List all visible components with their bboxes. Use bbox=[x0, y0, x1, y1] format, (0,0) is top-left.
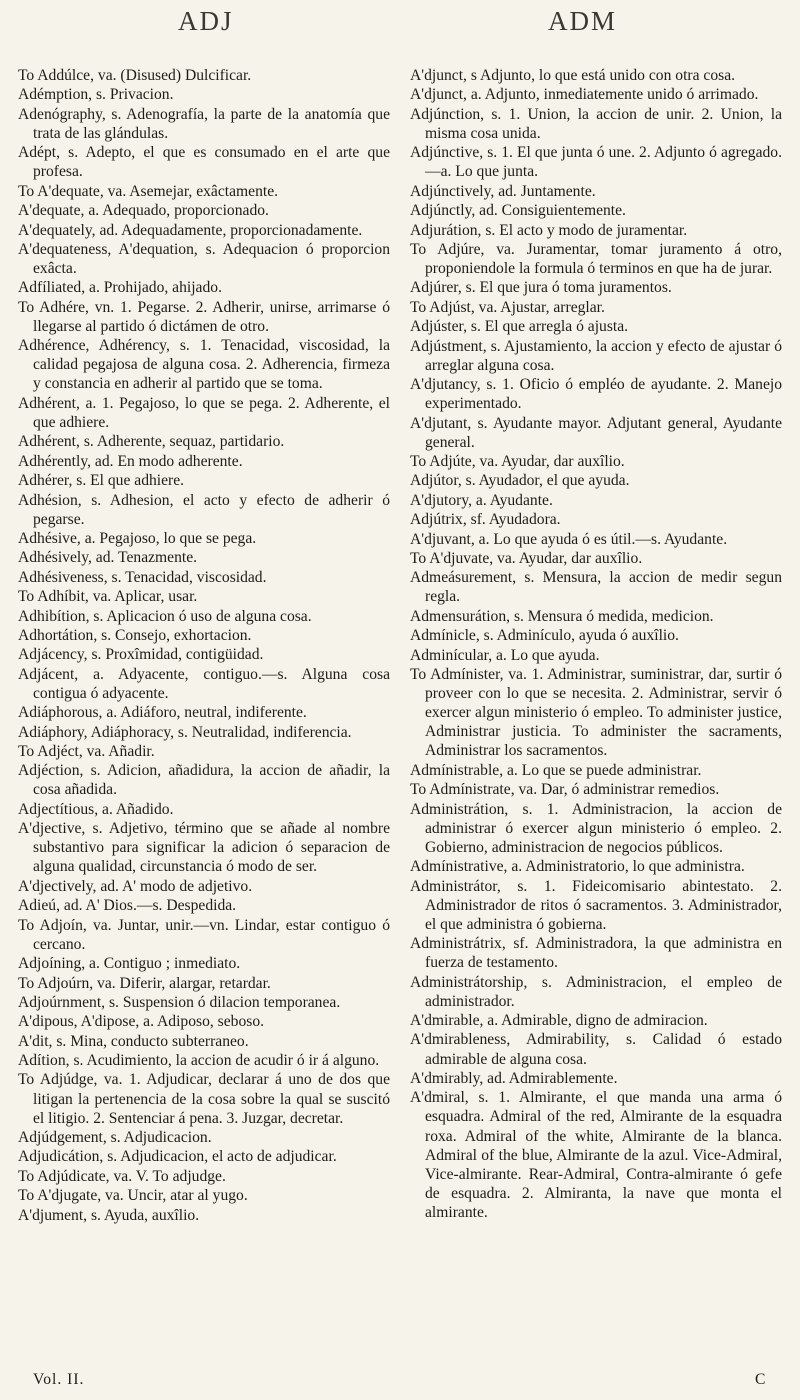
dictionary-entry: To Adhére, vn. 1. Pegarse. 2. Adherir, unirse, arrimarse ó llegarse al partido ó dictámen de otro. bbox=[18, 298, 390, 335]
dictionary-entry: Adjúdgement, s. Adjudicacion. bbox=[18, 1129, 212, 1147]
right-column bbox=[410, 66, 782, 1222]
dictionary-entry: Adieú, ad. A' Dios.—s. Despedida. bbox=[18, 897, 237, 915]
dictionary-entry: To Adjúte, va. Ayudar, dar auxîlio. bbox=[410, 453, 625, 471]
dictionary-entry: Adjúrer, s. El que jura ó toma juramentos. bbox=[410, 279, 672, 297]
dictionary-entry: Adhortátion, s. Consejo, exhortacion. bbox=[18, 626, 252, 644]
dictionary-entry: Administrátrix, sf. Administradora, la que administra en fuerza de testamento. bbox=[410, 935, 782, 972]
dictionary-entry: Admínistrable, a. Lo que se puede administrar. bbox=[410, 761, 702, 779]
dictionary-entry: Adjudicátion, s. Adjudicacion, el acto de adjudicar. bbox=[18, 1148, 337, 1166]
dictionary-entry: Adjútor, s. Ayudador, el que ayuda. bbox=[410, 472, 630, 490]
dictionary-entry: To Adjúst, va. Ajustar, arreglar. bbox=[410, 298, 605, 316]
dictionary-entry: Adjácent, a. Adyacente, contiguo.—s. Alguna cosa contigua ó adyacente. bbox=[18, 665, 390, 702]
dictionary-entry: A'dmirable, a. Admirable, digno de admiracion. bbox=[410, 1012, 708, 1030]
dictionary-entry: A'djument, s. Ayuda, auxîlio. bbox=[18, 1206, 200, 1224]
dictionary-entry: A'djectively, ad. A' modo de adjetivo. bbox=[18, 877, 253, 895]
dictionary-entry: Adjácency, s. Proxîmidad, contigüidad. bbox=[18, 646, 264, 664]
dictionary-entry: Adjúnction, s. 1. Union, la accion de unir. 2. Union, la misma cosa unida. bbox=[410, 105, 782, 142]
dictionary-entry: To Adjéct, va. Añadir. bbox=[18, 743, 155, 760]
dictionary-entry: To A'djugate, va. Uncir, atar al yugo. bbox=[18, 1187, 248, 1205]
dictionary-entry: A'dmirably, ad. Admirablemente. bbox=[410, 1069, 618, 1087]
dictionary-entry: A'dit, s. Mina, conducto subterraneo. bbox=[18, 1032, 249, 1050]
dictionary-entry: Adhésion, s. Adhesion, el acto y efecto de adherir ó pegarse. bbox=[18, 491, 390, 528]
dictionary-entry: A'dequateness, A'dequation, s. Adequacion ó proporcion exâcta. bbox=[18, 240, 390, 278]
dictionary-entry: Admínicle, s. Adminículo, ayuda ó auxîlio. bbox=[410, 627, 679, 645]
dictionary-entry: Adhibítion, s. Aplicacion ó uso de alguna cosa. bbox=[18, 607, 312, 625]
dictionary-entry: Admensurátion, s. Mensura ó medida, medicion. bbox=[410, 607, 714, 625]
running-head-left: ADJ bbox=[178, 6, 234, 36]
dictionary-entry: Adiáphory, Adiáphoracy, s. Neutralidad, indiferencia. bbox=[18, 723, 352, 741]
dictionary-entry: To A'djuvate, va. Ayudar, dar auxîlio. bbox=[410, 549, 643, 567]
dictionary-entry: Adjoúrnment, s. Suspension ó dilacion temporanea. bbox=[18, 993, 341, 1011]
running-head-right: ADM bbox=[548, 6, 618, 36]
dictionary-entry: To Adjúre, va. Juramentar, tomar juramento á otro, proponiendole la formula ó terminos en que ha de jurar. bbox=[410, 240, 782, 278]
dictionary-entry: To Admínister, va. 1. Administrar, suministrar, dar, surtir ó proveer con lo que se necesita. 2. Administrar, servir ó exercer algun ministerio ó empleo. To administer justice, Administrar justicia. To administer the sacraments, Administrar los sacramentos. bbox=[410, 666, 782, 760]
dictionary-entry: To Adjoúrn, va. Diferir, alargar, retardar. bbox=[18, 974, 271, 992]
dictionary-entry: A'djutory, a. Ayudante. bbox=[410, 491, 553, 509]
dictionary-entry: A'dequate, a. Adequado, proporcionado. bbox=[18, 202, 269, 220]
dictionary-entry: A'dipous, A'dipose, a. Adiposo, seboso. bbox=[18, 1013, 265, 1031]
dictionary-entry: Adjectítious, a. Añadido. bbox=[18, 800, 174, 818]
dictionary-entry: A'dequately, ad. Adequadamente, proporcionadamente. bbox=[18, 221, 363, 239]
dictionary-entry: Administrátor, s. 1. Fideicomisario abintestato. 2. Administrador de ritos ó sacramentos. 3. Administrador, el que administra ó gobierna. bbox=[410, 877, 782, 933]
dictionary-entry: Adhésively, ad. Tenazmente. bbox=[18, 549, 198, 567]
dictionary-entry: To Adjúdge, va. 1. Adjudicar, declarar á uno de dos que litigan la pertenencia de la cosa sobre la qual se suscitó el litigio. 2. Sentenciar á pena. 3. Juzgar, decretar. bbox=[18, 1071, 390, 1127]
dictionary-entry: Adjúnctly, ad. Consiguientemente. bbox=[410, 202, 626, 220]
dictionary-entry: A'djunct, a. Adjunto, inmediatemente unido ó arrimado. bbox=[410, 86, 759, 104]
dictionary-entry: Adhérence, Adhérency, s. 1. Tenacidad, viscosidad, la calidad pegajosa de alguna cosa. 2. Adherencia, firmeza y constancia en adherir al partido que se toma. bbox=[18, 337, 390, 393]
dictionary-entry: A'djunct, s Adjunto, lo que está unido con otra cosa. bbox=[410, 67, 736, 84]
dictionary-entry: Adhésiveness, s. Tenacidad, viscosidad. bbox=[18, 568, 267, 586]
dictionary-entry: Adiáphorous, a. Adiáforo, neutral, indiferente. bbox=[18, 704, 307, 722]
dictionary-entry: A'dmiral, s. 1. Almirante, el que manda una arma ó esquadra. Admiral of the red, Almirante de la esquadra roxa. Admiral of the white, Almirante de la blanca. Admiral of the blue, Almirante de la azul. Vice-Admiral, Vice-almirante. Rear-Admiral, Contra-almirante ó gefe de esquadra. 2. Almiranta, la nave que monta el almirante. bbox=[410, 1089, 782, 1221]
dictionary-entry: A'djective, s. Adjetivo, término que se añade al nombre substantivo para significar la adicion ó separacion de alguna qualidad, circunstancia ó modo de ser. bbox=[18, 820, 390, 876]
dictionary-entry: Administrátion, s. 1. Administracion, la accion de administrar ó exercer algun ministerio ó empleo. 2. Gobierno, administracion de negocios públicos. bbox=[410, 800, 782, 856]
dictionary-entry: A'djutancy, s. 1. Oficio ó empléo de ayudante. 2. Manejo experimentado. bbox=[410, 376, 782, 413]
dictionary-entry: Adjúnctively, ad. Juntamente. bbox=[410, 182, 596, 200]
dictionary-entry: Adjútrix, sf. Ayudadora. bbox=[410, 511, 561, 529]
dictionary-entry: To Adjúdicate, va. V. To adjudge. bbox=[18, 1167, 226, 1185]
dictionary-entry: Adémption, s. Privacion. bbox=[18, 86, 174, 104]
dictionary-entry: Adenógraphy, s. Adenografía, la parte de la anatomía que trata de las glándulas. bbox=[18, 105, 390, 142]
dictionary-entry: A'djutant, s. Ayudante mayor. Adjutant general, Ayudante general. bbox=[410, 414, 782, 451]
dictionary-entry: Adhérent, a. 1. Pegajoso, lo que se pega. 2. Adherente, el que adhiere. bbox=[18, 394, 390, 431]
dictionary-entry: To Adhíbit, va. Aplicar, usar. bbox=[18, 588, 198, 606]
dictionary-entry: Adjúnctive, s. 1. El que junta ó une. 2. Adjunto ó agregado.—a. Lo que junta. bbox=[410, 144, 782, 181]
dictionary-entry: Admínistrative, a. Administratorio, lo que administra. bbox=[410, 858, 745, 876]
dictionary-entry: Adjurátion, s. El acto y modo de juramentar. bbox=[410, 221, 688, 239]
dictionary-entry: Adépt, s. Adepto, el que es consumado en el arte que profesa. bbox=[18, 144, 390, 181]
dictionary-entry: Administrátorship, s. Administracion, el empleo de administrador. bbox=[410, 973, 782, 1010]
dictionary-entry: Adhérer, s. El que adhiere. bbox=[18, 472, 185, 490]
dictionary-entry: To Admínistrate, va. Dar, ó administrar remedios. bbox=[410, 781, 720, 799]
dictionary-entry: Adminícular, a. Lo que ayuda. bbox=[410, 646, 600, 664]
dictionary-entry: A'dmirableness, Admirability, s. Calidad ó estado admirable de alguna cosa. bbox=[410, 1031, 782, 1068]
left-column bbox=[18, 66, 390, 1225]
dictionary-entry: Adjéction, s. Adicion, añadidura, la accion de añadir, la cosa añadida. bbox=[18, 762, 390, 799]
dictionary-entry: Adjústment, s. Ajustamiento, la accion y efecto de ajustar ó arreglar alguna cosa. bbox=[410, 337, 782, 374]
dictionary-entry: To A'dequate, va. Asemejar, exâctamente. bbox=[18, 182, 279, 200]
volume-footer: Vol. II. bbox=[33, 1371, 85, 1388]
dictionary-entry: Adjúster, s. El que arregla ó ajusta. bbox=[410, 318, 629, 336]
dictionary-entry: Adfíliated, a. Prohijado, ahijado. bbox=[18, 279, 222, 297]
dictionary-entry: Adhérent, s. Adherente, sequaz, partidario. bbox=[18, 433, 285, 451]
dictionary-entry: Adhésive, a. Pegajoso, lo que se pega. bbox=[18, 530, 257, 547]
dictionary-entry: Admeásurement, s. Mensura, la accion de medir segun regla. bbox=[410, 569, 782, 606]
dictionary-entry: Adjoíning, a. Contiguo ; inmediato. bbox=[18, 955, 241, 973]
signature-mark: C bbox=[755, 1371, 766, 1388]
dictionary-entry: Adhérently, ad. En modo adherente. bbox=[18, 452, 243, 470]
dictionary-entry: To Addúlce, va. (Disused) Dulcificar. bbox=[18, 67, 252, 84]
dictionary-entry: Adítion, s. Acudimiento, la accion de acudir ó ir á alguno. bbox=[18, 1052, 380, 1070]
dictionary-entry: To Adjoín, va. Juntar, unir.—vn. Lindar, estar contiguo ó cercano. bbox=[18, 916, 390, 953]
dictionary-entry: A'djuvant, a. Lo que ayuda ó es útil.—s. Ayudante. bbox=[410, 530, 728, 548]
